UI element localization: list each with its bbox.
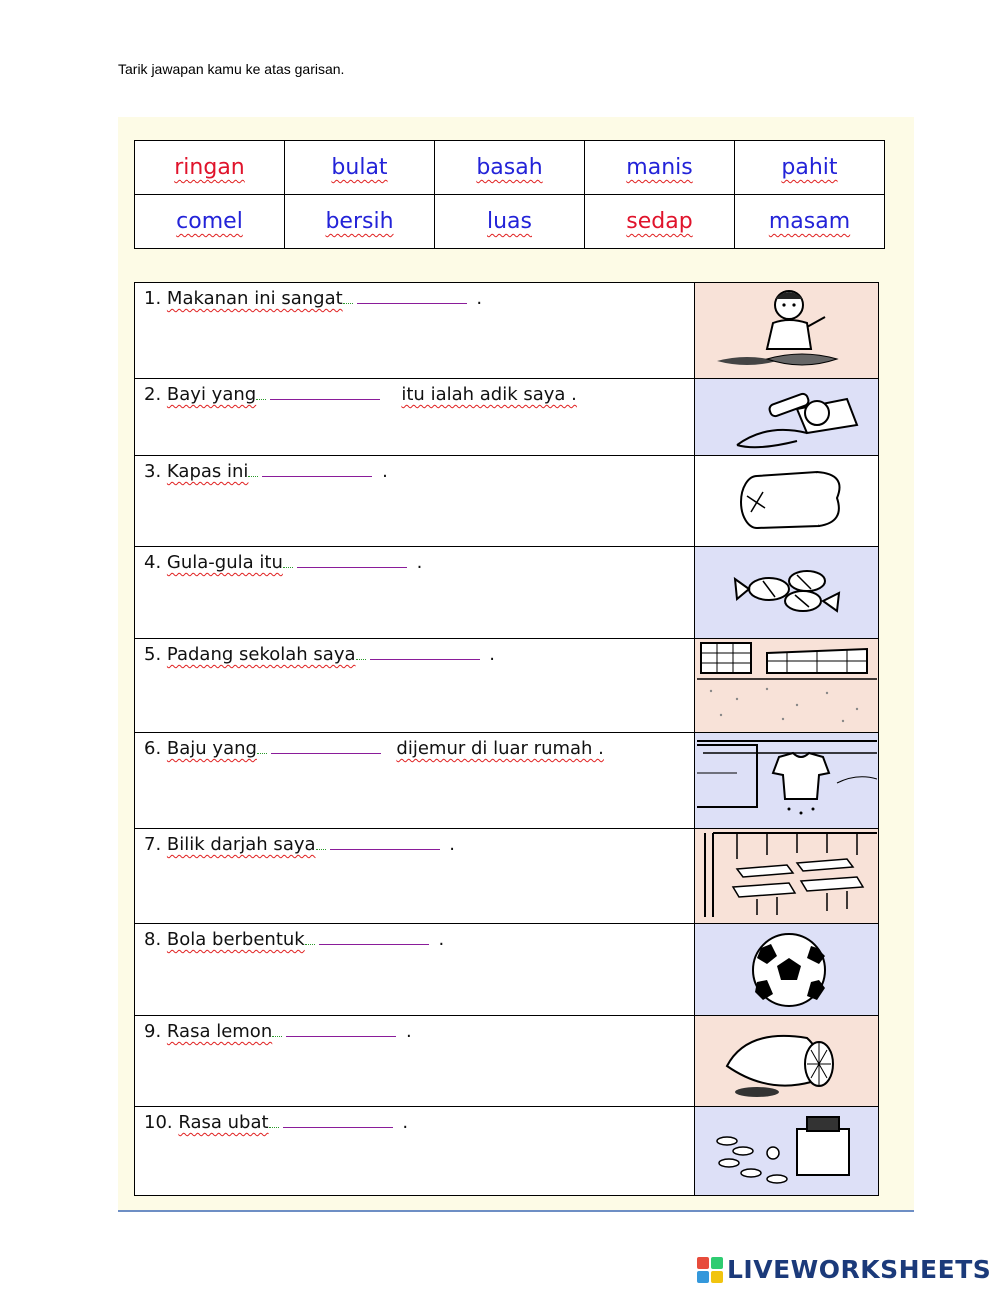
question-number: 1. — [144, 288, 162, 309]
question-row — [135, 456, 879, 547]
question-text-after: . — [416, 552, 423, 573]
word-bersih[interactable]: bersih — [325, 209, 394, 234]
word-cell[interactable] — [285, 195, 435, 249]
question-number: 10. — [144, 1112, 173, 1133]
question-number: 2. — [144, 384, 162, 405]
question-text-after: . — [489, 644, 495, 665]
liveworksheets-logo-icon — [697, 1257, 723, 1283]
question-text: Bayi yang — [166, 384, 257, 405]
word-manis[interactable]: manis — [626, 155, 693, 180]
question-cell — [135, 456, 695, 547]
question-text: Bilik darjah saya — [166, 834, 316, 855]
word-masam[interactable]: masam — [768, 209, 851, 234]
answer-blank[interactable] — [262, 462, 372, 477]
picture-cell — [695, 283, 879, 379]
question-cell — [135, 1016, 695, 1107]
question-row — [135, 639, 879, 733]
word-cell[interactable] — [735, 141, 885, 195]
question-number: 3. — [144, 461, 162, 482]
word-cell[interactable] — [285, 141, 435, 195]
question-cell — [135, 379, 695, 456]
question-cell — [135, 1107, 695, 1196]
question-text: Rasa ubat — [178, 1112, 269, 1133]
question-text-after: . — [438, 929, 445, 950]
instruction-text: Tarik jawapan kamu ke atas garisan. — [118, 61, 345, 77]
question-cell — [135, 733, 695, 829]
question-number: 9. — [144, 1021, 162, 1042]
question-cell — [135, 924, 695, 1016]
baby-bottle-icon — [707, 379, 867, 453]
question-text-after: . — [449, 834, 455, 855]
question-text-after: . — [402, 1112, 409, 1133]
answer-blank[interactable] — [297, 553, 407, 568]
question-table — [134, 282, 879, 1196]
question-row — [135, 379, 879, 456]
question-text: Bola berbentuk — [166, 929, 305, 950]
word-comel[interactable]: comel — [176, 209, 243, 234]
cotton-roll-icon — [707, 456, 867, 544]
picture-cell — [695, 639, 879, 733]
answer-blank[interactable] — [357, 289, 467, 304]
word-cell[interactable] — [585, 141, 735, 195]
word-cell[interactable] — [135, 195, 285, 249]
divider — [118, 1210, 914, 1212]
picture-cell — [695, 379, 879, 456]
question-text: Makanan ini sangat — [166, 288, 343, 309]
answer-blank[interactable] — [283, 1113, 393, 1128]
word-ringan[interactable]: ringan — [174, 155, 245, 180]
question-text: Padang sekolah saya — [166, 644, 356, 665]
word-bank-row — [135, 195, 885, 249]
question-number: 7. — [144, 834, 162, 855]
word-pahit[interactable]: pahit — [781, 155, 838, 180]
boy-eating-icon — [707, 283, 867, 375]
question-text-after: dijemur di luar rumah . — [396, 738, 604, 759]
word-bulat[interactable]: bulat — [331, 155, 388, 180]
candies-icon — [707, 547, 867, 635]
picture-cell — [695, 924, 879, 1016]
question-row — [135, 283, 879, 379]
lemon-icon — [707, 1016, 867, 1104]
answer-blank[interactable] — [271, 739, 381, 754]
word-bank-row — [135, 141, 885, 195]
answer-blank[interactable] — [286, 1022, 396, 1037]
question-text: Kapas ini — [166, 461, 249, 482]
answer-blank[interactable] — [370, 645, 480, 660]
question-cell — [135, 283, 695, 379]
medicine-icon — [707, 1107, 867, 1193]
word-luas[interactable]: luas — [487, 209, 532, 234]
question-number: 5. — [144, 644, 162, 665]
word-cell[interactable] — [135, 141, 285, 195]
question-cell — [135, 639, 695, 733]
picture-cell — [695, 733, 879, 829]
question-cell — [135, 829, 695, 924]
word-cell[interactable] — [435, 195, 585, 249]
answer-blank[interactable] — [319, 930, 429, 945]
question-row — [135, 924, 879, 1016]
answer-blank[interactable] — [330, 835, 440, 850]
word-sedap[interactable]: sedap — [626, 209, 693, 234]
question-text-after: . — [476, 288, 483, 309]
picture-cell — [695, 1016, 879, 1107]
wet-shirt-icon — [697, 733, 877, 825]
word-cell[interactable] — [735, 195, 885, 249]
question-number: 4. — [144, 552, 162, 573]
question-number: 6. — [144, 738, 162, 759]
word-cell[interactable] — [435, 141, 585, 195]
word-bank — [134, 140, 885, 249]
question-text-after: itu ialah adik saya . — [401, 384, 577, 405]
word-basah[interactable]: basah — [476, 155, 543, 180]
picture-cell — [695, 1107, 879, 1196]
question-text: Gula-gula itu — [166, 552, 283, 573]
question-row — [135, 547, 879, 639]
picture-cell — [695, 456, 879, 547]
question-number: 8. — [144, 929, 162, 950]
question-row — [135, 1107, 879, 1196]
brand-logo — [697, 1255, 991, 1284]
picture-cell — [695, 547, 879, 639]
question-text-after: . — [405, 1021, 412, 1042]
classroom-icon — [697, 829, 877, 921]
picture-cell — [695, 829, 879, 924]
word-cell[interactable] — [585, 195, 735, 249]
question-text: Rasa lemon — [166, 1021, 273, 1042]
question-row — [135, 829, 879, 924]
question-row — [135, 1016, 879, 1107]
question-text: Baju yang — [166, 738, 257, 759]
school-field-icon — [697, 639, 877, 729]
brand-name: LIVEWORKSHEETS — [727, 1255, 992, 1284]
soccer-ball-icon — [707, 924, 867, 1012]
question-row — [135, 733, 879, 829]
answer-blank[interactable] — [270, 385, 380, 400]
question-text-after: . — [382, 461, 388, 482]
question-cell — [135, 547, 695, 639]
